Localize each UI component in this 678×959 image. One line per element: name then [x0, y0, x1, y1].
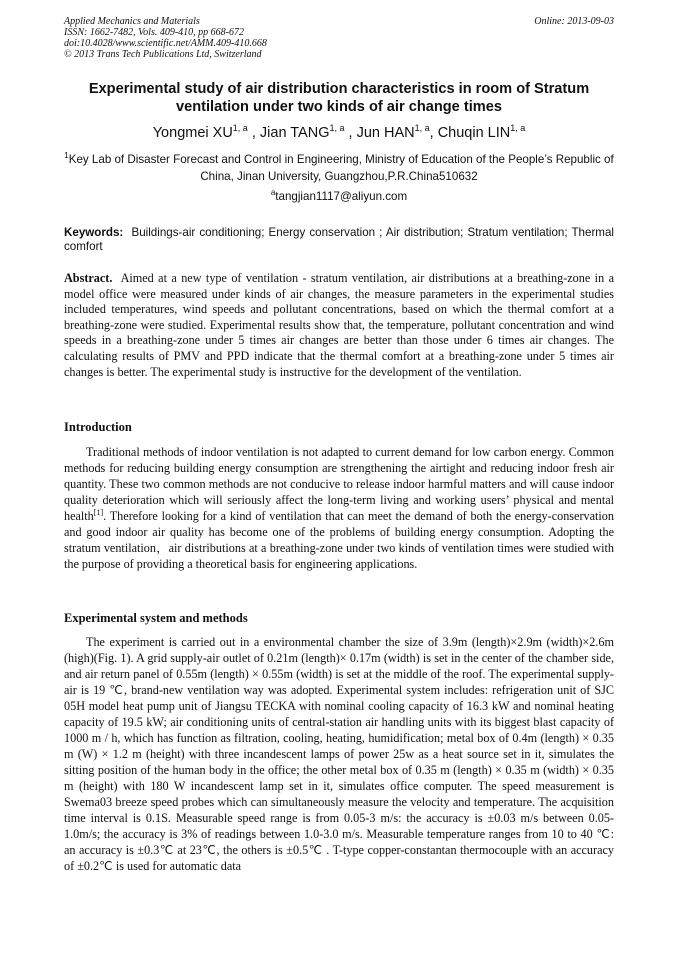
doi-line: doi:10.4028/www.scientific.net/AMM.409-410.668 [64, 38, 267, 49]
abstract-text: Aimed at a new type of ventilation - stratum ventilation, air distributions at a breathing-zone in a model office were measured under kinds of air changes, the measure parameters in the experimental studies included temperatures, wind speeds and pollutant concentrations, based on which the thermal comfort at a breathing-zone were studied. Experimental results show that, the temperature, pollutant concentration and wind speeds in a breathing-zone under 5 times air changes are better than those under 6 times air changes. The calculating results of PMV and PPD indicate that the thermal comfort at a breathing-zone under 5 times air changes is better. The experimental study is instructive for the development of the ventilation. [64, 271, 614, 379]
online-date: Online: 2013-09-03 [534, 16, 614, 27]
email-marker: a [270, 188, 276, 197]
copyright-line: © 2013 Trans Tech Publications Ltd, Switzerland [64, 49, 262, 60]
journal-name: Applied Mechanics and Materials [64, 16, 200, 27]
introduction-text: Traditional methods of indoor ventilation is not adapted to current demand for low carbon energy. Common methods for reducing building energy consumption are strengthening the airtight and reducing indoor fresh air quantity. These two common methods are not conducive to release indoor harmful matters and will cause indoor quality deterioration which will seriously affect the long-term living and working users’ physical and mental health [64, 445, 614, 523]
affiliation-text: Key Lab of Disaster Forecast and Control in Engineering, Ministry of Education of the People’s Republic of China, Jinan University, Guangzhou,P.R.China510632 [68, 153, 614, 183]
email-address: tangjian1117@aliyun.com [275, 190, 408, 203]
author-name: Jun HAN [356, 125, 415, 141]
methods-paragraph: The experiment is carried out in a environmental chamber the size of 3.9m (length)×2.9m (width)×2.6m (high)(Fig. 1). A grid supply-air outlet of 0.21m (length)× 0.17m (width) is set in the center of the chamber side, and air return panel of 0.55m (length) × 0.55m (width) is set at the middle of the roof. The experimental supply-air is 19 ℃, brand-new ventilation way was adopted. Experimental system includes: refrigeration unit of SJC 05H model heat pump unit of Jiangsu TECKA with nominal cooling capacity of 16.3 kW and nominal heating capacity of 19.5 kW; air conditioning units of central-station air handling units with its biggest blast capacity of 1000 m / h, which has function as filtration, cooling, heating, humidification; metal box of 0.4m (length) × 0.35 m (W) × 1.2 m (height) with three incandescent lamps of power 25w as a heat source set in it, simulates the sitting position of the human body in the office; the other metal box of 0.35 m (length) × 0.35 m (width) × 0.35 m (height) with 180 W incandescent lamp set in it, simulates office computer. The speed measurement is Swema03 breeze speed probes which can simultaneously measure the velocity and temperature. The acquisition time interval is 0.1S. Measurable speed range is from 0.05-3 m/s: the accuracy is ±0.03 m/s between 0.05-1.0m/s; the accuracy is 3% of readings between 1.0-3.0 m/s. Measurable temperature ranges from 10 to 40 ℃: an accuracy is ±0.3℃ at 23℃, the others is ±0.5℃ . T-type copper-constantan thermocouple with an accuracy of ±0.2℃ is used for automatic data [64, 635, 614, 873]
author-list: Yongmei XU$^{1, a}$ , Jian TANG$^{1, a}$ , Jun HAN$^{1, a}$, Chuqin LIN$^{1, a}$ [152, 123, 526, 141]
keywords [64, 226, 614, 254]
author-superscript: 1, a [510, 123, 526, 133]
author-superscript: 1, a [232, 123, 248, 133]
contact-email [64, 188, 614, 205]
author-superscript: 1, a [329, 123, 345, 133]
abstract [64, 271, 614, 380]
citation-reference: [1] [93, 508, 104, 517]
author-name: Yongmei XU [152, 125, 233, 141]
keywords-label: Keywords: [64, 226, 124, 239]
issn-line: ISSN: 1662-7482, Vols. 409-410, pp 668-672 [64, 27, 244, 38]
introduction-text-continued: . Therefore looking for a kind of ventilation that can meet the demand of both the energy-conservation and good indoor air quality has become one of the problems of building energy consumption. Adopting the stratum ventilation，air distributions at a breathing-zone under two kinds of ventilation times were studied with the purpose of providing a theoretical basis for engineering applications. [64, 509, 614, 571]
affiliation-marker: 1 [64, 151, 69, 160]
author-name: Jian TANG [259, 125, 330, 141]
paper-title: Experimental study of air distribution characteristics in room of Stratum ventilation under two kinds of air change times [88, 81, 590, 115]
introduction-paragraph [64, 444, 614, 572]
introduction-heading: Introduction [64, 420, 132, 434]
keywords-text: Buildings-air conditioning; Energy conservation ; Air distribution; Stratum ventilation; Thermal comfort [64, 226, 614, 253]
publication-header [64, 16, 614, 60]
abstract-label: Abstract. [64, 271, 113, 285]
methods-heading: Experimental system and methods [64, 611, 248, 625]
author-superscript: 1, a [414, 123, 430, 133]
author-name: Chuqin LIN [437, 125, 511, 141]
affiliation [64, 151, 614, 185]
